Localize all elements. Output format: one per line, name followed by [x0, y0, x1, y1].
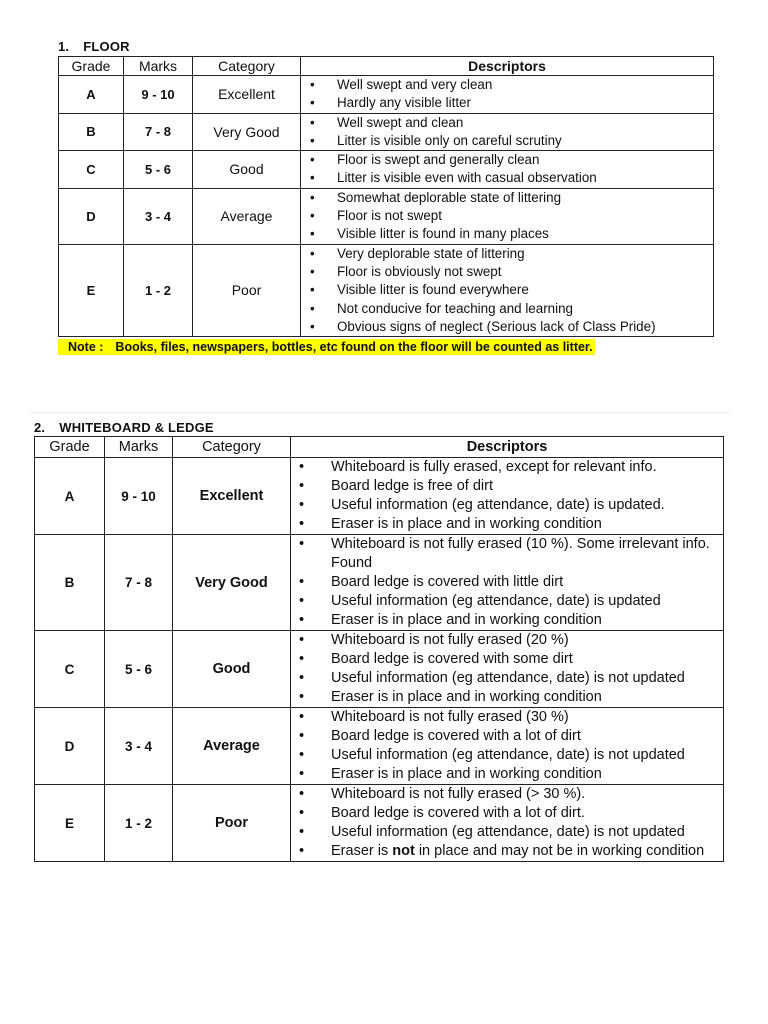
- bullet-icon: •: [310, 114, 315, 130]
- descriptor-text: Board ledge is covered with a lot of dirt.: [331, 805, 585, 821]
- header-descriptors: Descriptors: [291, 437, 724, 458]
- bullet-icon: •: [299, 574, 305, 590]
- table-row: [59, 113, 714, 151]
- grade-cell: E: [59, 244, 124, 336]
- descriptors-cell: [301, 113, 714, 151]
- bullet-icon: •: [310, 245, 315, 261]
- descriptor-item: [301, 318, 713, 336]
- bullet-icon: •: [299, 612, 305, 628]
- descriptor-list: [301, 151, 713, 188]
- marks-cell: 1 - 2: [124, 244, 193, 336]
- descriptor-text: Well swept and very clean: [337, 77, 493, 92]
- descriptor-text: Whiteboard is not fully erased (> 30 %).: [331, 786, 586, 802]
- header-category: Category: [193, 57, 301, 76]
- descriptor-text: Well swept and clean: [337, 114, 464, 130]
- descriptors-cell: [291, 458, 724, 535]
- bullet-icon: •: [310, 152, 315, 168]
- descriptor-list: [291, 785, 723, 861]
- table-row: [35, 785, 724, 862]
- bullet-icon: •: [299, 670, 305, 686]
- floor-title: [58, 36, 714, 56]
- bullet-icon: •: [299, 478, 305, 494]
- table-row: [35, 631, 724, 708]
- descriptor-item: [291, 823, 723, 842]
- descriptor-text: Very deplorable state of littering: [337, 245, 525, 261]
- descriptor-list: [291, 708, 723, 784]
- descriptor-text: Litter is visible even with casual observation: [337, 170, 597, 186]
- whiteboard-table: [34, 436, 724, 862]
- marks-cell: 9 - 10: [124, 76, 193, 114]
- descriptor-item: [301, 263, 713, 281]
- descriptor-item: [291, 650, 723, 669]
- category-cell: Average: [193, 188, 301, 244]
- grade-cell: D: [59, 188, 124, 244]
- bullet-icon: •: [299, 843, 305, 859]
- descriptor-item: [301, 189, 713, 207]
- note-label: Note :: [68, 340, 104, 355]
- descriptor-text: Eraser is in place and in working condition: [331, 612, 602, 628]
- descriptor-list: [291, 535, 723, 630]
- descriptor-item: [291, 496, 723, 515]
- descriptor-item: [291, 535, 723, 573]
- descriptor-list: [301, 114, 713, 151]
- bullet-icon: •: [299, 516, 305, 532]
- bullet-icon: •: [310, 300, 315, 316]
- descriptor-item: [291, 708, 723, 727]
- descriptor-text: Whiteboard is not fully erased (30 %): [331, 709, 569, 725]
- bullet-icon: •: [310, 189, 315, 205]
- bullet-icon: •: [299, 459, 305, 475]
- descriptor-item: [291, 785, 723, 804]
- descriptor-item: [301, 245, 713, 263]
- descriptors-cell: [291, 708, 724, 785]
- bullet-icon: •: [310, 226, 315, 242]
- bullet-icon: •: [299, 786, 305, 802]
- descriptor-item: [291, 458, 723, 477]
- bullet-icon: •: [299, 497, 305, 513]
- descriptor-item: [301, 114, 713, 132]
- descriptor-text: Board ledge is covered with little dirt: [331, 574, 564, 590]
- bullet-icon: •: [299, 632, 305, 648]
- descriptor-item: [301, 281, 713, 299]
- category-cell: Good: [173, 631, 291, 708]
- floor-note: [58, 339, 595, 355]
- descriptors-cell: [301, 76, 714, 114]
- bullet-icon: •: [310, 95, 315, 111]
- whiteboard-header-row: [35, 437, 724, 458]
- descriptors-cell: [301, 244, 714, 336]
- bullet-icon: •: [299, 689, 305, 705]
- descriptor-text: Not conducive for teaching and learning: [337, 300, 573, 316]
- category-cell: Very Good: [173, 535, 291, 631]
- descriptor-text: Whiteboard is not fully erased (20 %): [331, 632, 569, 648]
- grade-cell: C: [35, 631, 105, 708]
- descriptor-text: Board ledge is free of dirt: [331, 478, 494, 494]
- descriptor-text: Whiteboard is not fully erased (10 %). Some irrelevant info. Found: [331, 536, 710, 571]
- descriptor-text: Eraser is in place and in working condition: [331, 766, 602, 782]
- bullet-icon: •: [310, 263, 315, 279]
- header-marks: Marks: [124, 57, 193, 76]
- descriptor-item: [291, 688, 723, 707]
- descriptor-list: [301, 189, 713, 244]
- descriptor-item: [301, 76, 713, 94]
- bullet-icon: •: [299, 651, 305, 667]
- descriptor-list: [291, 458, 723, 534]
- grade-cell: E: [35, 785, 105, 862]
- bullet-icon: •: [299, 593, 305, 609]
- category-cell: Excellent: [193, 76, 301, 114]
- header-descriptors: Descriptors: [301, 57, 714, 76]
- descriptor-text: Useful information (eg attendance, date) is updated.: [331, 497, 665, 513]
- descriptor-text: Eraser is: [331, 843, 393, 859]
- descriptor-text: Visible litter is found in many places: [337, 226, 549, 242]
- descriptor-text: Visible litter is found everywhere: [337, 282, 529, 298]
- bullet-icon: •: [299, 805, 305, 821]
- descriptor-item: [291, 669, 723, 688]
- table-row: [59, 244, 714, 336]
- category-cell: Good: [193, 151, 301, 189]
- descriptor-text: Litter is visible only on careful scrutiny: [337, 132, 562, 148]
- bullet-icon: •: [299, 728, 305, 744]
- table-row: [59, 76, 714, 114]
- descriptor-text: Obvious signs of neglect (Serious lack of Class Pride): [337, 318, 656, 334]
- bullet-icon: •: [299, 766, 305, 782]
- descriptor-text: Useful information (eg attendance, date) is not updated: [331, 670, 685, 686]
- descriptor-text: Useful information (eg attendance, date) is updated: [331, 593, 661, 609]
- descriptor-text: Useful information (eg attendance, date) is not updated: [331, 747, 685, 763]
- descriptor-text: Somewhat deplorable state of littering: [337, 189, 562, 205]
- descriptor-text: Useful information (eg attendance, date) is not updated: [331, 824, 685, 840]
- table-row: [35, 458, 724, 535]
- marks-cell: 3 - 4: [124, 188, 193, 244]
- category-cell: Poor: [193, 244, 301, 336]
- descriptor-text: in place and may not be in working condition: [414, 843, 705, 859]
- descriptor-item: [291, 515, 723, 534]
- descriptors-cell: [291, 535, 724, 631]
- descriptor-text: Floor is not swept: [337, 208, 442, 224]
- grade-cell: C: [59, 151, 124, 189]
- descriptor-item: [291, 842, 723, 861]
- marks-cell: 7 - 8: [124, 113, 193, 151]
- grade-cell: B: [59, 113, 124, 151]
- floor-section-title: FLOOR: [83, 39, 130, 54]
- descriptor-item: [291, 765, 723, 784]
- table-row: [59, 188, 714, 244]
- descriptor-item: [291, 631, 723, 650]
- marks-cell: 9 - 10: [105, 458, 173, 535]
- descriptor-item: [291, 804, 723, 823]
- descriptor-text: Eraser is in place and in working condition: [331, 516, 602, 532]
- descriptors-cell: [291, 631, 724, 708]
- descriptor-item: [301, 132, 713, 150]
- category-cell: Average: [173, 708, 291, 785]
- descriptor-item: [291, 611, 723, 630]
- marks-cell: 5 - 6: [105, 631, 173, 708]
- bullet-icon: •: [299, 747, 305, 763]
- descriptor-list: [291, 631, 723, 707]
- descriptor-emphasis: not: [392, 843, 415, 859]
- header-grade: Grade: [59, 57, 124, 76]
- bullet-icon: •: [310, 132, 315, 148]
- bullet-icon: •: [310, 77, 315, 92]
- page-divider: [30, 412, 730, 413]
- descriptors-cell: [291, 785, 724, 862]
- descriptor-item: [291, 477, 723, 496]
- descriptor-text: Floor is obviously not swept: [337, 263, 502, 279]
- header-category: Category: [173, 437, 291, 458]
- category-cell: Very Good: [193, 113, 301, 151]
- descriptor-text: Hardly any visible litter: [337, 95, 471, 111]
- descriptor-item: [301, 207, 713, 225]
- descriptor-item: [291, 592, 723, 611]
- descriptor-item: [291, 573, 723, 592]
- descriptor-text: Board ledge is covered with a lot of dirt: [331, 728, 581, 744]
- descriptor-item: [291, 727, 723, 746]
- descriptor-list: [301, 76, 713, 113]
- marks-cell: 1 - 2: [105, 785, 173, 862]
- floor-header-row: [59, 57, 714, 76]
- bullet-icon: •: [310, 282, 315, 298]
- descriptor-text: Floor is swept and generally clean: [337, 152, 540, 168]
- descriptor-text: Whiteboard is fully erased, except for relevant info.: [331, 459, 657, 475]
- grade-cell: D: [35, 708, 105, 785]
- header-marks: Marks: [105, 437, 173, 458]
- bullet-icon: •: [299, 709, 305, 725]
- grade-cell: A: [59, 76, 124, 114]
- floor-section: [58, 36, 714, 356]
- note-text: Books, files, newspapers, bottles, etc found on the floor will be counted as litter.: [115, 340, 593, 355]
- whiteboard-title: [34, 418, 724, 436]
- table-row: [59, 151, 714, 189]
- whiteboard-section-title: WHITEBOARD & LEDGE: [59, 420, 214, 435]
- descriptor-text: Eraser is in place and in working condition: [331, 689, 602, 705]
- bullet-icon: •: [299, 536, 305, 552]
- whiteboard-section-number: 2.: [34, 420, 46, 435]
- header-grade: Grade: [35, 437, 105, 458]
- descriptor-text: Board ledge is covered with some dirt: [331, 651, 573, 667]
- descriptors-cell: [301, 188, 714, 244]
- descriptor-item: [301, 225, 713, 243]
- grade-cell: B: [35, 535, 105, 631]
- table-row: [35, 535, 724, 631]
- bullet-icon: •: [310, 318, 315, 334]
- bullet-icon: •: [310, 170, 315, 186]
- floor-table: [58, 56, 714, 337]
- bullet-icon: •: [299, 824, 305, 840]
- descriptor-item: [291, 746, 723, 765]
- descriptor-item: [301, 151, 713, 169]
- marks-cell: 5 - 6: [124, 151, 193, 189]
- bullet-icon: •: [310, 208, 315, 224]
- marks-cell: 7 - 8: [105, 535, 173, 631]
- grade-cell: A: [35, 458, 105, 535]
- descriptor-item: [301, 300, 713, 318]
- whiteboard-section: [34, 418, 724, 862]
- descriptor-list: [301, 245, 713, 336]
- table-row: [35, 708, 724, 785]
- descriptor-item: [301, 94, 713, 112]
- category-cell: Excellent: [173, 458, 291, 535]
- descriptors-cell: [301, 151, 714, 189]
- floor-section-number: 1.: [58, 39, 70, 54]
- descriptor-item: [301, 169, 713, 187]
- marks-cell: 3 - 4: [105, 708, 173, 785]
- category-cell: Poor: [173, 785, 291, 862]
